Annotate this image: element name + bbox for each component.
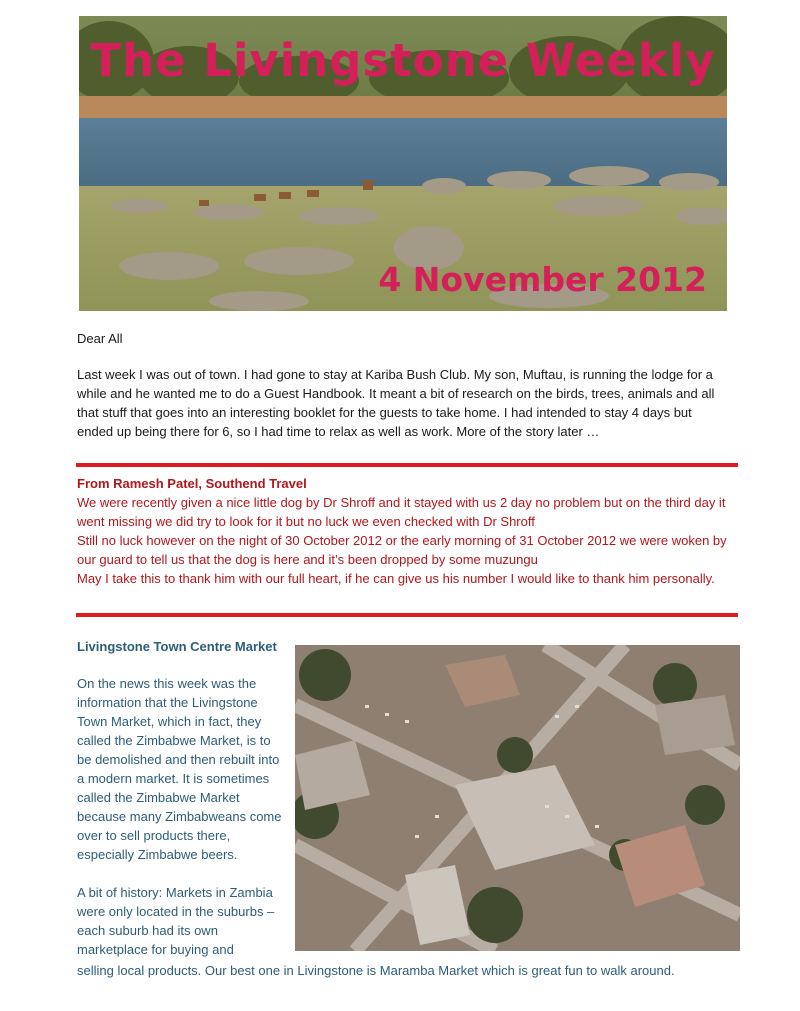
masthead-date: 4 November 2012 <box>378 260 707 299</box>
market-paragraph: A bit of history: Markets in Zambia were only located in the suburbs – each suburb had its own marketplace for buying and <box>77 885 275 957</box>
market-heading: Livingstone Town Centre Market <box>77 639 277 654</box>
divider-rule <box>76 613 738 617</box>
masthead-banner <box>79 16 727 311</box>
aerial-market-photo <box>295 645 740 951</box>
notice-line: Still no luck however on the night of 30 October 2012 or the early morning of 31 October 2012 we were woken by our guard to tell us that the dog is here and it’s been dropped by some muzungu <box>77 533 727 567</box>
notice-heading: From Ramesh Patel, Southend Travel <box>77 476 307 491</box>
market-paragraph: On the news this week was the information that the Livingstone Town Market, which in fact, they called the Zimbabwe Market, is to be demolished and then rebuilt into a modern market. It is sometimes called the Zimbabwe Market because many Zimbabweans come over to sell products there, especially Zimbabwe beers. <box>77 676 282 862</box>
market-body <box>77 674 287 959</box>
greeting: Dear All <box>77 331 123 346</box>
market-paragraph-tail: selling local products. Our best one in Livingstone is Maramba Market which is great fun to walk around. <box>77 963 675 978</box>
aerial-view-graphic <box>295 645 740 951</box>
intro-paragraph: Last week I was out of town. I had gone to stay at Kariba Bush Club. My son, Muftau, is running the lodge for a while and he wanted me to do a Guest Handbook. It meant a bit of research on the birds, trees, animals and all that stuff that goes into an interesting booklet for the guests to take home. I had intended to stay 4 days but ended up being there for 6, so I had time to relax as well as work. More of the story later … <box>77 367 715 439</box>
notice-line: May I take this to thank him with our full heart, if he can give us his number I would like to thank him personally. <box>77 571 715 586</box>
masthead-title: The Livingstone Weekly <box>90 34 716 87</box>
notice-section <box>77 474 737 588</box>
notice-line: We were recently given a nice little dog by Dr Shroff and it stayed with us 2 day no problem but on the third day it went missing we did try to look for it but no luck we even checked with Dr Shroff <box>77 495 726 529</box>
divider-rule <box>76 463 738 467</box>
